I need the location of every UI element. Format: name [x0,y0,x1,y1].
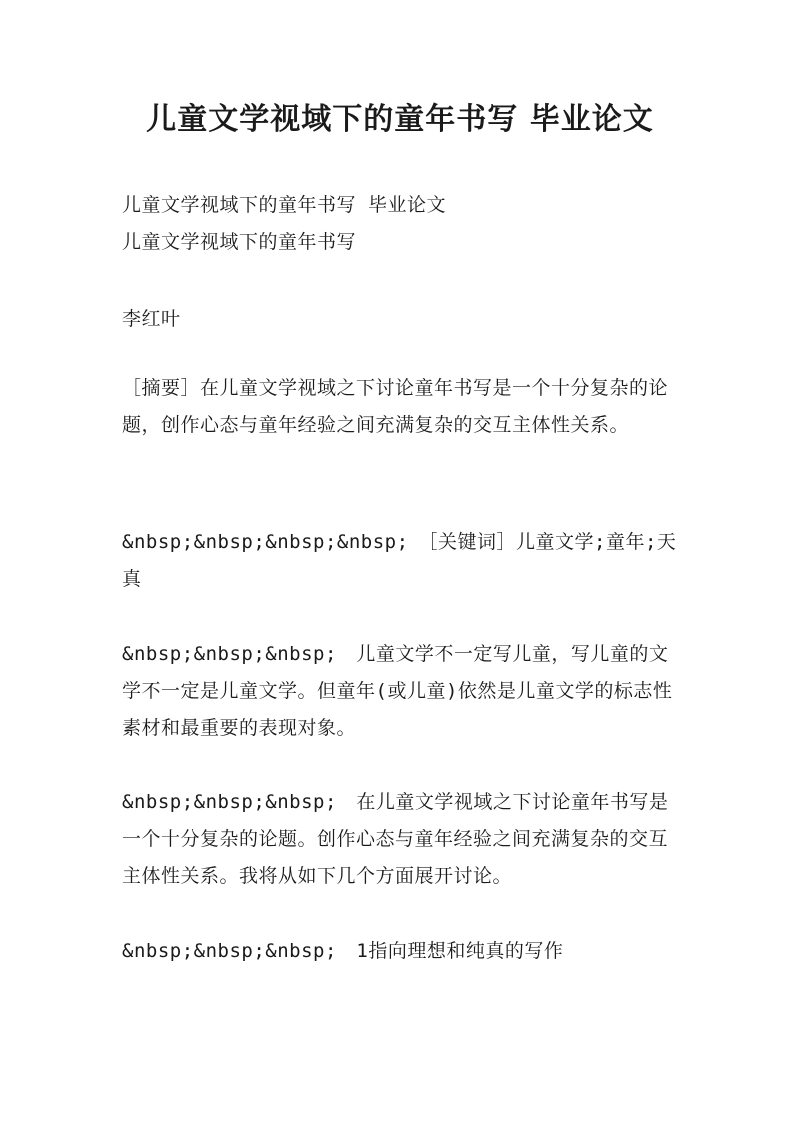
header-line-2: 儿童文学视域下的童年书写 [122,231,357,253]
abstract-paragraph: ［摘要］在儿童文学视域之下讨论童年书写是一个十分复杂的论题，创作心态与童年经验之间充满复杂的交互主体性关系。 [122,377,669,436]
document-title: 儿童文学视域下的童年书写 毕业论文 [146,102,654,137]
body-paragraph-1: &nbsp;&nbsp;&nbsp; 儿童文学不一定写儿童，写儿童的文学不一定是儿童文学。但童年(或儿童)依然是儿童文学的标志性素材和最重要的表现对象。 [122,643,673,739]
keywords-paragraph: &nbsp;&nbsp;&nbsp;&nbsp; ［关键词］儿童文学;童年;天真 [122,531,677,590]
author-name: 李红叶 [122,308,181,330]
body-paragraph-2: &nbsp;&nbsp;&nbsp; 在儿童文学视域之下讨论童年书写是一个十分复杂的论题。创作心态与童年经验之间充满复杂的交互主体性关系。我将从如下几个方面展开讨论。 [122,791,669,887]
header-line-1: 儿童文学视域下的童年书写 毕业论文 [122,194,446,216]
section-heading: &nbsp;&nbsp;&nbsp; 1指向理想和纯真的写作 [122,940,564,962]
